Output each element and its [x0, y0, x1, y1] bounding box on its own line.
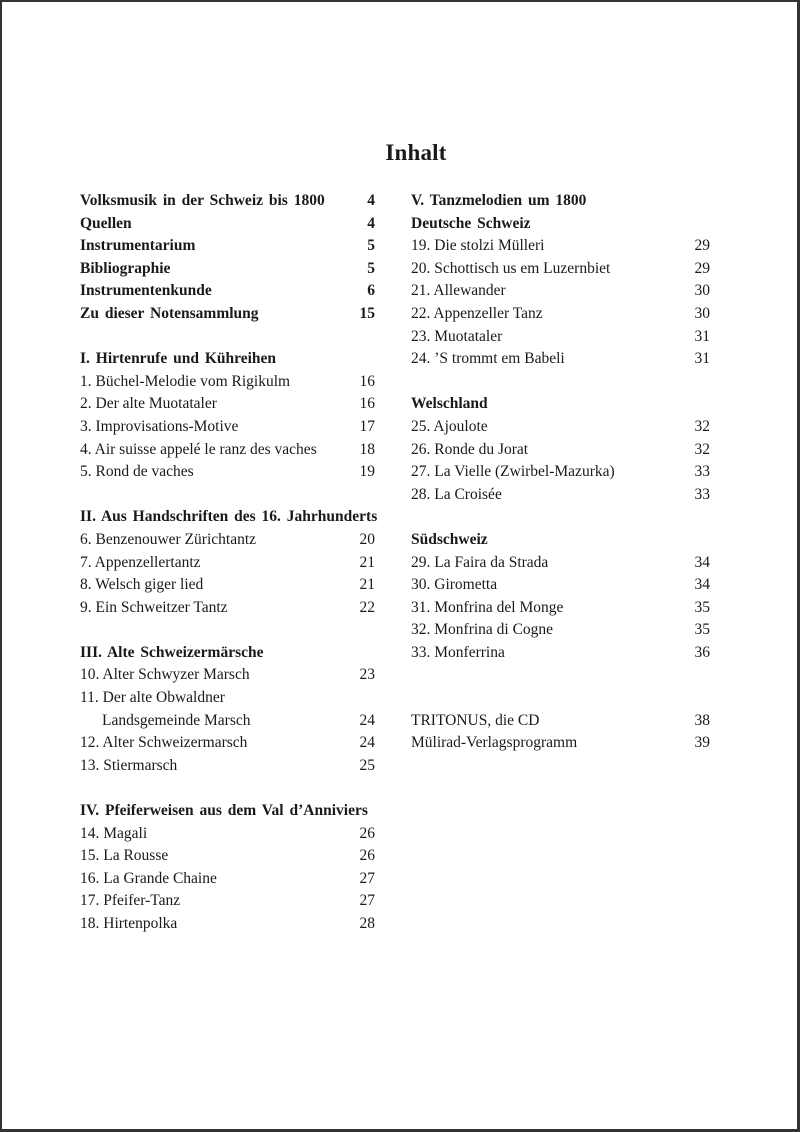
document-page [2, 2, 797, 1129]
entry-label: TRITONUS, die CD [411, 711, 540, 729]
toc-entry[interactable] [80, 574, 375, 597]
entry-label: 10. Alter Schwyzer Marsch [80, 666, 250, 684]
entry-label: Landsgemeinde Marsch [102, 711, 251, 729]
entry-page: 16 [359, 372, 375, 390]
toc-entry[interactable] [80, 732, 375, 755]
toc-entry[interactable] [80, 280, 375, 303]
entry-page: 33 [694, 463, 710, 481]
entry-label: 4. Air suisse appelé le ranz des vaches [80, 440, 317, 458]
entry-label: 23. Muotataler [411, 327, 503, 345]
entry-page: 27 [359, 892, 375, 910]
toc-entry[interactable] [80, 461, 375, 484]
toc-entry[interactable] [411, 303, 710, 326]
toc-entry[interactable] [411, 710, 710, 733]
toc-left-column [80, 190, 378, 936]
section-heading [411, 190, 710, 213]
entry-page: 39 [694, 734, 710, 752]
toc-right-column [411, 190, 710, 755]
entry-page: 23 [359, 666, 375, 684]
entry-page: 34 [694, 576, 710, 594]
toc-entry[interactable] [80, 890, 375, 913]
entry-page: 28 [359, 915, 375, 932]
entry-page: 38 [694, 711, 710, 729]
toc-entry[interactable] [80, 823, 375, 846]
entry-label: 20. Schottisch us em Luzernbiet [411, 259, 611, 277]
toc-entry[interactable] [80, 213, 375, 236]
entry-page: 20 [359, 530, 375, 548]
toc-entry[interactable] [80, 597, 375, 620]
spacer [80, 484, 375, 507]
entry-page: 24 [359, 734, 375, 752]
entry-page: 5 [367, 259, 375, 277]
entry-page: 26 [359, 847, 375, 865]
entry-page: 32 [694, 417, 710, 435]
toc-entry[interactable] [80, 371, 375, 394]
subsection-heading [411, 213, 710, 236]
spacer [80, 619, 375, 642]
entry-page: 25 [359, 756, 375, 774]
entry-page: 35 [694, 598, 710, 616]
entry-page: 29 [694, 237, 710, 255]
entry-page: 19 [359, 463, 375, 481]
subsection-heading [411, 529, 710, 552]
entry-page: 24 [359, 711, 375, 729]
entry-label: 6. Benzenouwer Zürichtantz [80, 530, 257, 548]
spacer [80, 777, 375, 800]
entry-label: 25. Ajoulote [411, 417, 488, 435]
toc-entry[interactable] [80, 303, 375, 326]
spacer [411, 371, 710, 394]
entry-page: 16 [359, 395, 375, 413]
entry-label: 14. Magali [80, 824, 148, 842]
entry-label: Volksmusik in der Schweiz bis 1800 [80, 192, 325, 209]
toc-entry[interactable] [411, 280, 710, 303]
entry-label: 1. Büchel-Melodie vom Rigikulm [80, 372, 291, 390]
entry-label: 22. Appenzeller Tanz [411, 304, 543, 322]
toc-entry[interactable] [411, 619, 710, 642]
entry-label: 33. Monferrina [411, 643, 505, 661]
section-heading [80, 348, 375, 371]
entry-page: 33 [694, 485, 710, 503]
toc-entry[interactable] [411, 642, 710, 665]
toc-entry[interactable] [80, 552, 375, 575]
entry-page: 21 [359, 553, 375, 571]
toc-entry[interactable] [80, 393, 375, 416]
entry-page: 18 [359, 440, 375, 458]
toc-entry[interactable] [80, 416, 375, 439]
entry-page: 26 [359, 824, 375, 842]
entry-label: Mülirad-Verlagsprogramm [411, 734, 578, 752]
toc-entry[interactable] [411, 416, 710, 439]
entry-page: 5 [367, 237, 375, 255]
section-heading [80, 800, 375, 823]
heading-text: Welschland [411, 395, 488, 413]
heading-text: IV. Pfeiferweisen aus dem Val d’Anniviers [80, 802, 368, 820]
toc-entry[interactable] [80, 755, 375, 778]
toc-entry[interactable] [411, 552, 710, 575]
entry-page: 6 [367, 282, 375, 300]
entry-page: 30 [694, 304, 710, 322]
toc-entry[interactable] [411, 484, 710, 507]
entry-label: 21. Allewander [411, 282, 506, 300]
toc-entry[interactable] [411, 439, 710, 462]
entry-label: 24. ’S trommt em Babeli [411, 350, 565, 368]
page-title: Inhalt [385, 140, 447, 165]
heading-text: Deutsche Schweiz [411, 214, 531, 232]
entry-label: Instrumentenkunde [80, 282, 212, 300]
entry-page: 17 [359, 417, 375, 435]
toc-entry[interactable] [80, 190, 375, 213]
entry-label: 7. Appenzellertantz [80, 553, 201, 571]
entry-label: Instrumentarium [80, 237, 196, 255]
entry-label: Zu dieser Notensammlung [80, 304, 259, 322]
entry-label: 3. Improvisations-Motive [80, 417, 239, 435]
entry-label: 9. Ein Schweitzer Tantz [80, 598, 228, 616]
toc-entry-continuation[interactable] [80, 710, 375, 733]
toc-entry[interactable] [411, 326, 710, 349]
spacer [411, 664, 710, 687]
subsection-heading [411, 393, 710, 416]
entry-page: 35 [694, 621, 710, 639]
toc-entry[interactable] [80, 913, 375, 936]
toc-entry[interactable] [411, 574, 710, 597]
toc-entry[interactable] [80, 439, 375, 462]
entry-page: 36 [694, 643, 710, 661]
heading-text: Südschweiz [411, 530, 488, 548]
heading-text: I. Hirtenrufe und Kühreihen [80, 350, 277, 368]
entry-page: 31 [694, 327, 710, 345]
entry-page: 31 [694, 350, 710, 368]
entry-page: 30 [694, 282, 710, 300]
entry-label: 17. Pfeifer-Tanz [80, 892, 181, 910]
entry-page: 4 [367, 192, 375, 209]
spacer [80, 326, 375, 349]
toc-entry[interactable] [80, 687, 375, 710]
toc-entry[interactable] [411, 235, 710, 258]
entry-label: 29. La Faira da Strada [411, 553, 549, 571]
entry-label: 15. La Rousse [80, 847, 169, 865]
spacer [411, 687, 710, 710]
entry-label: 13. Stiermarsch [80, 756, 178, 774]
entry-label: 18. Hirtenpolka [80, 915, 178, 932]
heading-text: III. Alte Schweizermärsche [80, 643, 264, 661]
toc-entry[interactable] [80, 845, 375, 868]
toc-entry[interactable] [411, 732, 710, 755]
toc-entry[interactable] [80, 529, 375, 552]
section-heading [80, 506, 378, 529]
entry-label: 30. Girometta [411, 576, 498, 594]
heading-text: V. Tanzmelodien um 1800 [411, 192, 587, 209]
spacer [411, 506, 710, 529]
entry-page: 29 [694, 259, 710, 277]
toc-entry[interactable] [80, 258, 375, 281]
entry-page: 27 [359, 869, 375, 887]
entry-label: 11. Der alte Obwaldner [80, 689, 225, 707]
entry-label: Bibliographie [80, 259, 171, 277]
toc-entry[interactable] [411, 348, 710, 371]
entry-label: 32. Monfrina di Cogne [411, 621, 554, 639]
toc-entry[interactable] [80, 868, 375, 891]
entry-page: 21 [359, 576, 375, 594]
entry-page: 32 [694, 440, 710, 458]
entry-label: 8. Welsch giger lied [80, 576, 204, 594]
heading-text: II. Aus Handschriften des 16. Jahrhunderts [80, 508, 378, 526]
entry-page: 34 [694, 553, 710, 571]
entry-label: 12. Alter Schweizermarsch [80, 734, 248, 752]
entry-label: 31. Monfrina del Monge [411, 598, 564, 616]
toc-entry[interactable] [411, 461, 710, 484]
entry-page: 4 [367, 214, 375, 232]
entry-label: 26. Ronde du Jorat [411, 440, 529, 458]
toc-entry[interactable] [80, 664, 375, 687]
entry-page: 22 [359, 598, 375, 616]
entry-label: Quellen [80, 214, 132, 232]
entry-label: 5. Rond de vaches [80, 463, 194, 481]
toc-entry[interactable] [411, 597, 710, 620]
toc-entry[interactable] [411, 258, 710, 281]
entry-label: 16. La Grande Chaine [80, 869, 217, 887]
section-heading [80, 642, 375, 665]
entry-label: 27. La Vielle (Zwirbel-Mazurka) [411, 463, 615, 481]
toc-entry[interactable] [80, 235, 375, 258]
entry-page: 15 [359, 304, 375, 322]
entry-label: 19. Die stolzi Mülleri [411, 237, 545, 255]
entry-label: 28. La Croisée [411, 485, 502, 503]
entry-label: 2. Der alte Muotataler [80, 395, 217, 413]
